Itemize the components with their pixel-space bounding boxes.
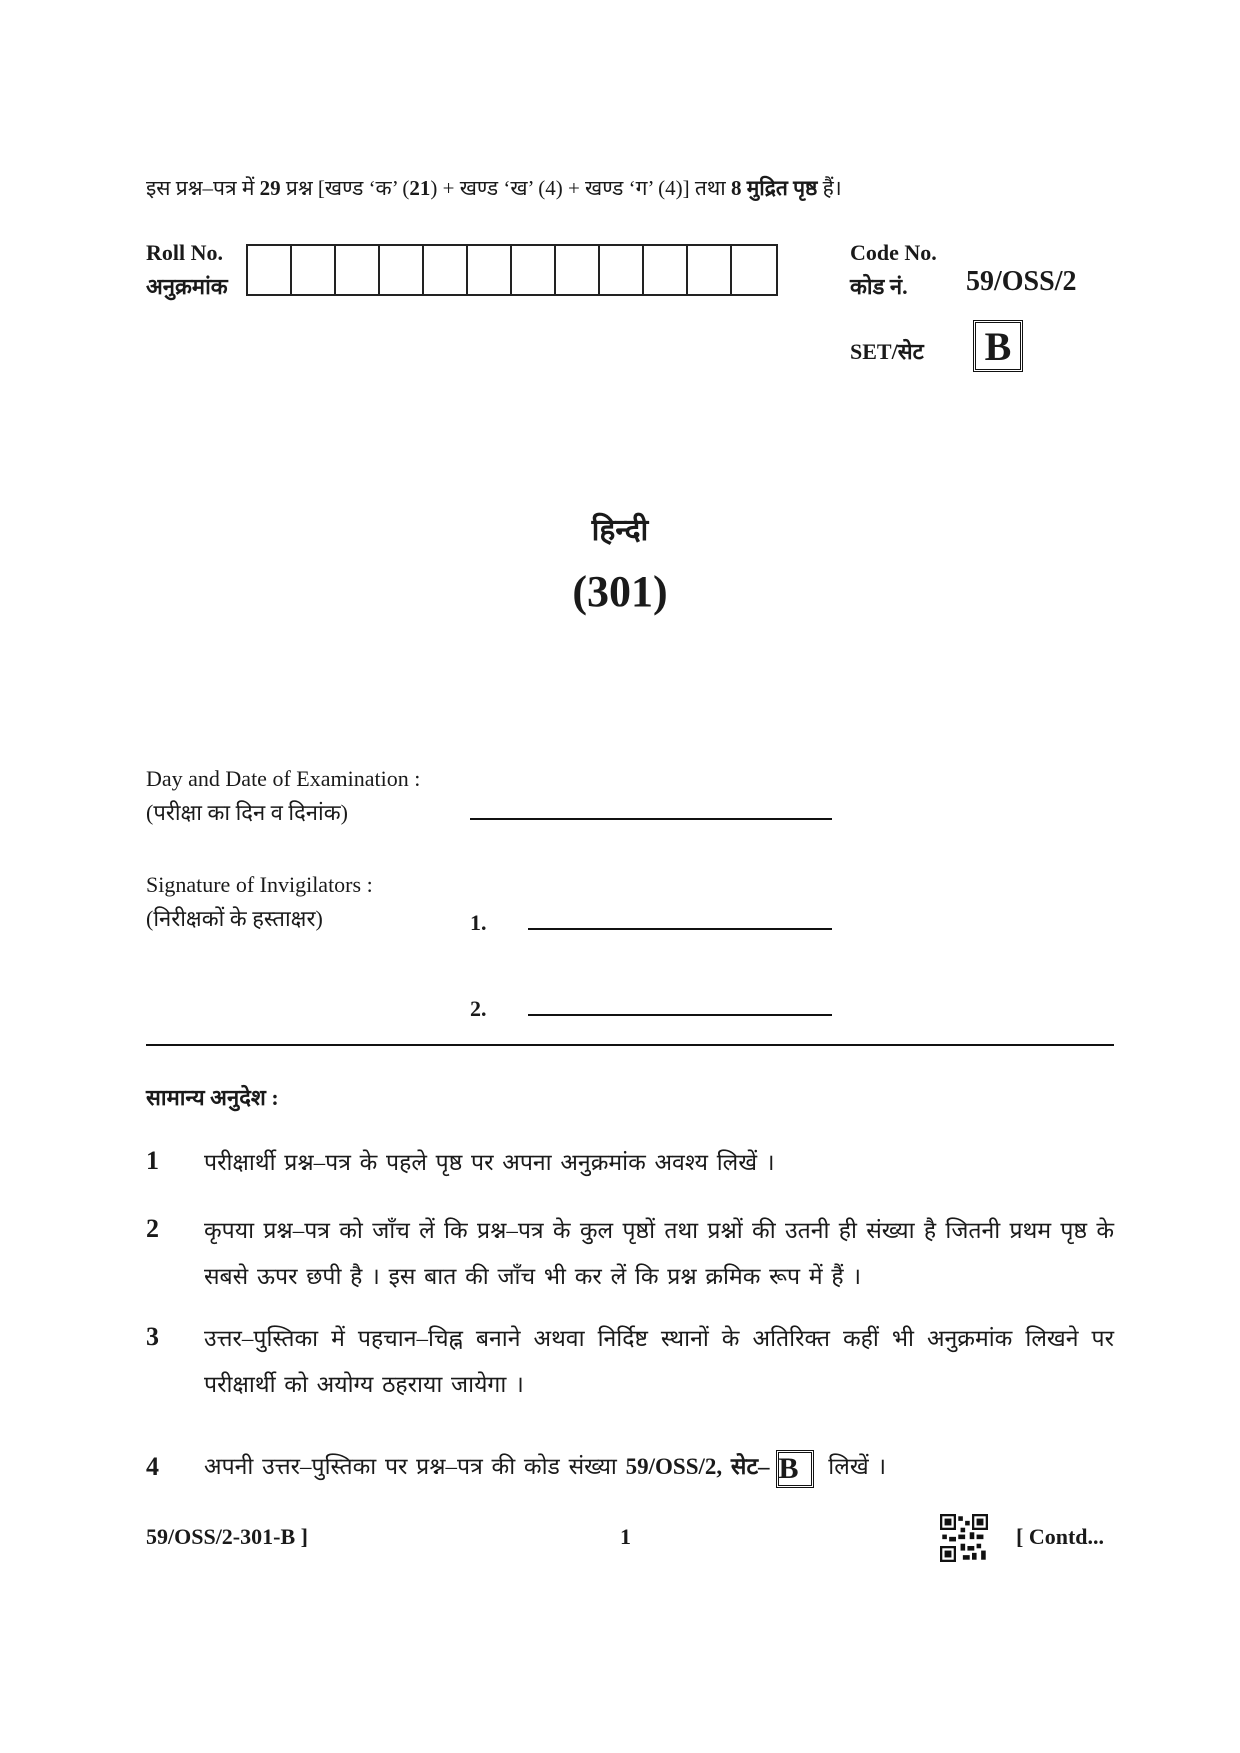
qr-code-icon xyxy=(940,1514,988,1562)
invigilator-label xyxy=(146,868,373,936)
instruction-4-code: 59/OSS/2, सेट– xyxy=(625,1454,770,1479)
roll-number-digit-box[interactable] xyxy=(688,246,732,294)
roll-number-boxes[interactable] xyxy=(246,244,778,296)
instructions-heading: सामान्य अनुदेश : xyxy=(146,1085,279,1110)
exam-date-label xyxy=(146,762,420,830)
paper-summary xyxy=(146,174,842,202)
instruction-2-number: 2 xyxy=(146,1214,159,1243)
roll-number-digit-box[interactable] xyxy=(556,246,600,294)
instruction-4-text xyxy=(204,1444,1114,1490)
invigilator-label-en: Signature of Invigilators : xyxy=(146,872,373,897)
instruction-1-number: 1 xyxy=(146,1146,159,1175)
footer-paper-code: 59/OSS/2-301-B ] xyxy=(146,1524,308,1549)
section-divider xyxy=(146,1044,1114,1046)
instruction-4-number: 4 xyxy=(146,1452,159,1481)
summary-text: इस प्रश्न–पत्र में xyxy=(146,176,260,200)
roll-number-label xyxy=(146,236,228,304)
invigilator-label-hi: (निरीक्षकों के हस्ताक्षर) xyxy=(146,906,323,931)
code-number-value: 59/OSS/2 xyxy=(966,266,1077,297)
roll-number-digit-box[interactable] xyxy=(512,246,556,294)
printed-pages: 8 मुद्रित पृष्ठ xyxy=(730,176,818,200)
summary-text: हैं। xyxy=(817,176,842,200)
code-number-label xyxy=(850,236,937,304)
instruction-3-text: उत्तर–पुस्तिका में पहचान–चिह्न बनाने अथवा निर्दिष्ट स्थानों के अतिरिक्त कहीं भी अनुक्रमांक लिखने पर परीक्षार्थी को अयोग्य ठहराया जायेगा । xyxy=(204,1326,1114,1397)
roll-label-hi: अनुक्रमांक xyxy=(146,274,228,299)
instruction-1-text: परीक्षार्थी प्रश्न–पत्र के पहले पृष्ठ पर अपना अनुक्रमांक अवश्य लिखें । xyxy=(204,1150,775,1175)
signature-2-line[interactable] xyxy=(528,1014,832,1016)
code-label-hi: कोड नं. xyxy=(850,274,908,299)
roll-number-digit-box[interactable] xyxy=(600,246,644,294)
code-label-en: Code No. xyxy=(850,240,937,265)
roll-number-digit-box[interactable] xyxy=(380,246,424,294)
instruction-4-text-before: अपनी उत्तर–पुस्तिका पर प्रश्न–पत्र की कोड संख्या xyxy=(204,1454,626,1479)
subject-code: (301) xyxy=(572,567,668,616)
exam-date-label-en: Day and Date of Examination : xyxy=(146,766,421,791)
roll-number-digit-box[interactable] xyxy=(644,246,688,294)
instruction-4-text-after: लिखें । xyxy=(819,1454,887,1479)
exam-date-line[interactable] xyxy=(470,818,832,820)
summary-text: प्रश्न [खण्ड ‘क’ ( xyxy=(280,176,410,200)
roll-label-en: Roll No. xyxy=(146,240,223,265)
exam-date-label-hi: (परीक्षा का दिन व दिनांक) xyxy=(146,800,348,825)
instruction-2-text: कृपया प्रश्न–पत्र को जाँच लें कि प्रश्न–पत्र के कुल पृष्ठों तथा प्रश्नों की उतनी ही संख्या है जितनी प्रथम पृष्ठ के सबसे ऊपर छपी है । इस बात की जाँच भी कर लें कि प्रश्न क्रमिक रूप में हैं । xyxy=(204,1218,1114,1289)
signature-1-number: 1. xyxy=(470,910,487,935)
roll-number-digit-box[interactable] xyxy=(248,246,292,294)
roll-number-digit-box[interactable] xyxy=(732,246,776,294)
roll-number-digit-box[interactable] xyxy=(424,246,468,294)
total-questions: 29 xyxy=(259,176,281,200)
set-badge: B xyxy=(973,320,1023,372)
footer-page-number: 1 xyxy=(620,1524,631,1549)
roll-number-digit-box[interactable] xyxy=(468,246,512,294)
footer-contd: [ Contd... xyxy=(1016,1524,1105,1549)
roll-number-digit-box[interactable] xyxy=(336,246,380,294)
section-a-count: 21 xyxy=(409,176,431,200)
signature-2-number: 2. xyxy=(470,996,487,1021)
set-label: SET/सेट xyxy=(850,339,924,364)
roll-number-digit-box[interactable] xyxy=(292,246,336,294)
subject-name: हिन्दी xyxy=(591,514,649,547)
signature-1-line[interactable] xyxy=(528,928,832,930)
summary-text: ) + खण्ड ‘ख’ (4) + खण्ड ‘ग’ (4)] तथा xyxy=(430,176,731,200)
instruction-4-set-badge: B xyxy=(776,1450,814,1488)
instruction-3-number: 3 xyxy=(146,1322,159,1351)
